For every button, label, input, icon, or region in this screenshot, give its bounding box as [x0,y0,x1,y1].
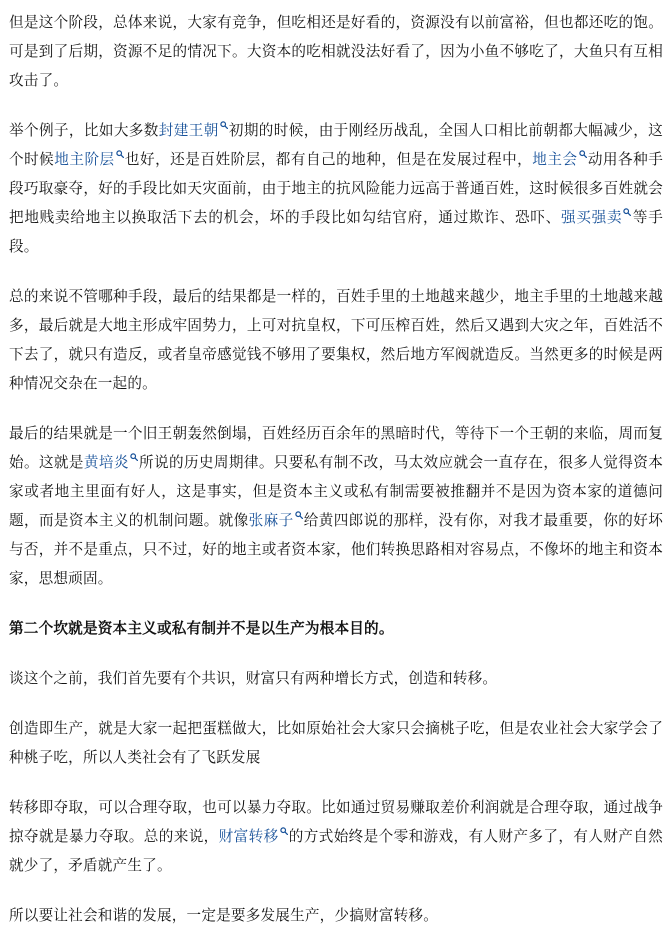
search-icon [295,511,303,519]
paragraph-9 [9,901,663,930]
paragraph-text: 初期的时候，由于刚经历战乱，全国人口相比前朝都大幅减少，这个时候 [9,122,663,168]
paragraph-text: 举个例子，比如大多数 [9,122,159,139]
paragraph-7 [9,714,663,772]
paragraph-text: 所以要让社会和谐的发展，一定是要多发展生产，少搞财富转移。 [9,907,439,924]
paragraph-1 [9,8,663,95]
search-icon [623,208,631,216]
search-icon [116,150,124,158]
keyword-link-fengjian-wangchao[interactable] [159,122,229,139]
keyword-label: 张麻子 [248,512,294,529]
paragraph-text: 创造即生产，就是大家一起把蛋糕做大，比如原始社会大家只会摘桃子吃，但是农业社会大家学会了种桃子吃，所以人类社会有了飞跃发展 [9,720,663,766]
search-icon [130,453,138,461]
paragraph-text: 但是这个阶段，总体来说，大家有竞争，但吃相还是好看的，资源没有以前富裕，但也都还吃的饱。可是到了后期，资源不足的情况下。大资本的吃相就没法好看了，因为小鱼不够吃了，大鱼只有互相攻击了。 [9,14,663,89]
paragraph-text: 转移即夺取，可以合理夺取，也可以暴力夺取。比如通过贸易赚取差价利润就是合理夺取，通过战争掠夺就是暴力夺取。总的来说， [9,799,663,845]
keyword-link-huang-peiyan[interactable] [84,454,139,471]
search-icon [220,121,228,129]
paragraph-3 [9,282,663,398]
keyword-link-qiangmai-qiangmai[interactable] [561,209,632,226]
paragraph-8 [9,793,663,880]
paragraph-text: 的方式始终是个零和游戏，有人财产多了，有人财产自然就少了，矛盾就产生了。 [9,828,663,874]
keyword-link-zhang-mazi[interactable] [249,512,304,529]
search-icon [579,150,587,158]
paragraph-text: 等手段。 [9,209,663,255]
keyword-label: 地主阶层 [54,151,115,168]
keyword-label: 地主会 [532,151,578,168]
paragraph-6 [9,664,663,693]
section-heading [9,614,663,643]
paragraph-text: 给黄四郎说的那样，没有你，对我才最重要，你的好坏与否，并不是重点，只不过，好的地主或者资本家，他们转换思路相对容易点，不像坏的地主和资本家，思想顽固。 [9,512,663,587]
paragraph-text: 最后的结果就是一个旧王朝轰然倒塌，百姓经历百余年的黑暗时代，等待下一个王朝的来临，周而复始。这就是 [9,425,663,471]
article-body [9,0,663,930]
paragraph-text: 动用各种手段巧取豪夺，好的手段比如天灾面前，由于地主的抗风险能力远高于普通百姓，这时候很多百姓就会把地贱卖给地主以换取活下去的机会，坏的手段比如勾结官府，通过欺诈、恐吓、 [9,151,663,226]
keyword-label: 封建王朝 [158,122,219,139]
keyword-link-caifu-zhuanyi[interactable] [219,828,289,845]
paragraph-text: 也好，还是百姓阶层，都有自己的地种，但是在发展过程中， [124,151,533,168]
search-icon [280,827,288,835]
keyword-label: 财富转移 [218,828,279,845]
keyword-link-dizhu-jieceng[interactable] [54,151,124,168]
paragraph-text: 所说的历史周期律。只要私有制不改，马太效应就会一直存在，很多人觉得资本家或者地主里面有好人，这是事实，但是资本主义或私有制需要被推翻并不是因为资本家的道德问题，而是资本主义的机制问题。就像 [9,454,663,529]
paragraph-2 [9,116,663,261]
paragraph-4 [9,419,663,593]
keyword-label: 强买强卖 [560,209,623,226]
keyword-link-dizhu-hui[interactable] [532,151,587,168]
keyword-label: 黄培炎 [83,454,129,471]
paragraph-text: 总的来说不管哪种手段，最后的结果都是一样的，百姓手里的土地越来越少，地主手里的土地越来越多，最后就是大地主形成牢固势力，上可对抗皇权，下可压榨百姓，然后又遇到大灾之年，百姓活不下去了，就只有造反，或者皇帝感觉钱不够用了要集权，然后地方军阀就造反。当然更多的时候是两种情况交杂在一起的。 [9,288,663,392]
heading-text: 第二个坎就是资本主义或私有制并不是以生产为根本目的。 [9,620,394,637]
paragraph-text: 谈这个之前，我们首先要有个共识，财富只有两种增长方式，创造和转移。 [9,670,498,687]
